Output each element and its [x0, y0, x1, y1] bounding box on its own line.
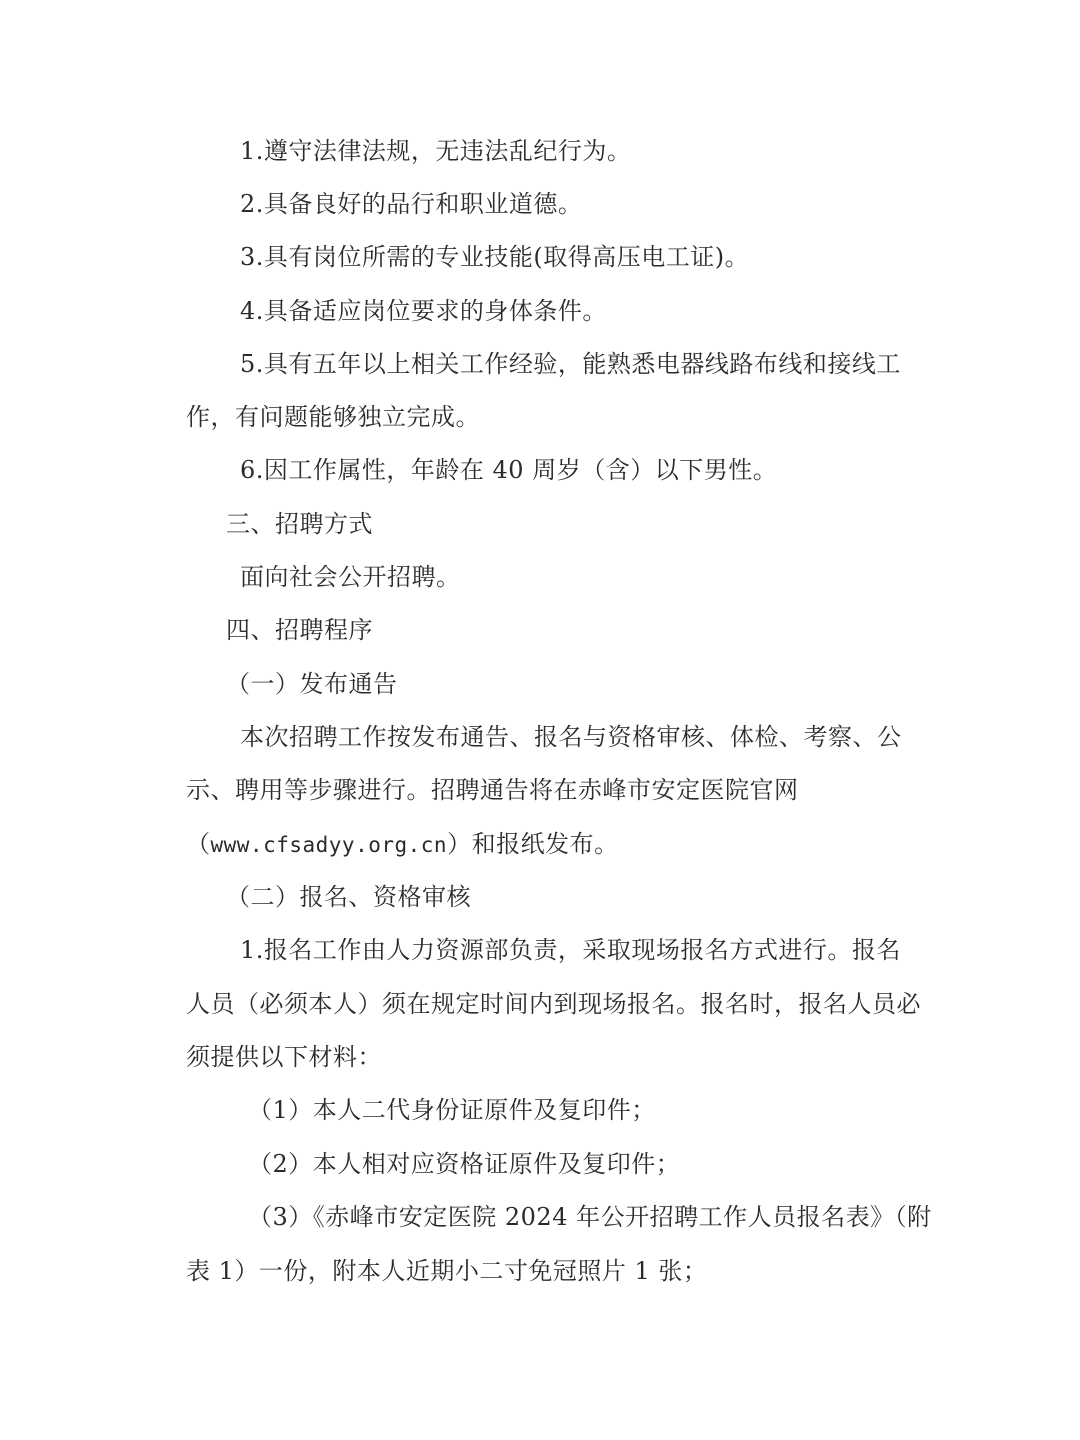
registration-line-1: 1.报名工作由人力资源部负责，采取现场报名方式进行。报名	[240, 936, 901, 964]
registration-line-3: 须提供以下材料：	[186, 1043, 382, 1071]
registration-line-2: 人员（必须本人）须在规定时间内到现场报名。报名时，报名人员必	[186, 990, 921, 1018]
website-link[interactable]: www.cfsadyy.org.cn	[210, 833, 448, 857]
section-heading-recruitment-procedure: 四、招聘程序	[226, 616, 373, 644]
bracket-close-text: ）和报纸发布。	[447, 830, 619, 858]
requirement-5-line-2: 作，有问题能够独立完成。	[186, 403, 480, 431]
publish-notice-line-3	[186, 829, 619, 860]
section-heading-recruitment-method: 三、招聘方式	[226, 510, 373, 538]
material-1: （1）本人二代身份证原件及复印件；	[248, 1096, 656, 1124]
publish-notice-line-1: 本次招聘工作按发布通告、报名与资格审核、体检、考察、公	[240, 723, 902, 751]
requirement-2: 2.具备良好的品行和职业道德。	[240, 190, 583, 218]
requirement-4: 4.具备适应岗位要求的身体条件。	[240, 297, 607, 325]
material-3-line-1: （3）《赤峰市安定医院 2024 年公开招聘工作人员报名表》（附	[248, 1203, 932, 1231]
material-3-line-2: 表 1）一份，附本人近期小二寸免冠照片 1 张；	[186, 1257, 708, 1285]
requirement-3: 3.具有岗位所需的专业技能(取得高压电工证)。	[240, 243, 750, 271]
bracket-open: （	[186, 830, 211, 858]
material-2: （2）本人相对应资格证原件及复印件；	[248, 1150, 681, 1178]
recruitment-method-text: 面向社会公开招聘。	[240, 563, 461, 591]
requirement-5-line-1: 5.具有五年以上相关工作经验，能熟悉电器线路布线和接线工	[240, 350, 901, 378]
subheading-registration-review: （二）报名、资格审核	[226, 883, 471, 911]
requirement-1: 1.遵守法律法规，无违法乱纪行为。	[240, 137, 632, 165]
subheading-publish-notice: （一）发布通告	[226, 670, 398, 698]
publish-notice-line-2: 示、聘用等步骤进行。招聘通告将在赤峰市安定医院官网	[186, 776, 799, 804]
requirement-6: 6.因工作属性，年龄在 40 周岁（含）以下男性。	[240, 456, 778, 484]
